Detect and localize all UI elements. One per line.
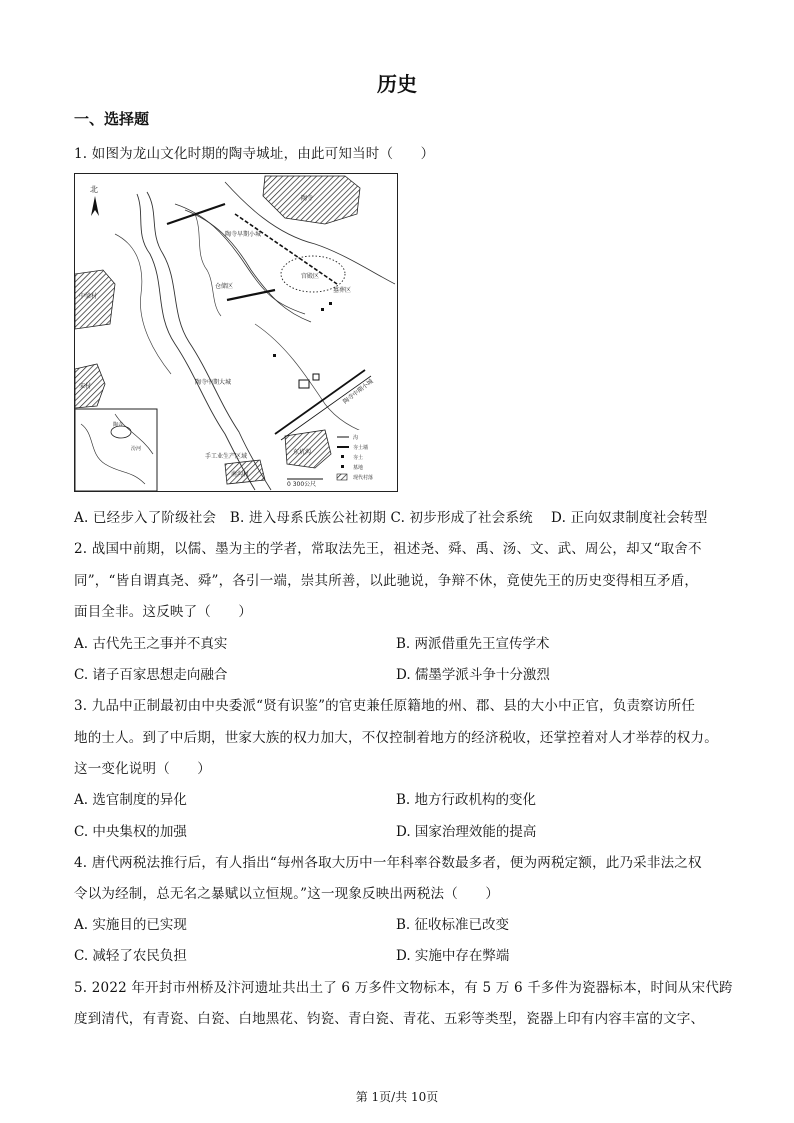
q1-options: A. 已经步入了阶级社会 B. 进入母系氏族公社初期 C. 初步形成了社会系统 D. 正向奴隶制度社会转型 — [74, 510, 708, 526]
q4-line-2: 令以为经制，总无名之暴赋以立恒规。”这一现象反映出两税法（ ） — [74, 886, 500, 902]
taosi-site-map — [74, 173, 398, 492]
q3-line-1: 3. 九品中正制最初由中央委派“贤有识鉴”的官吏兼任原籍地的州、郡、县的大小中正官，负责察访所任 — [74, 698, 696, 714]
q2-line-3: 面目全非。这反映了（ ） — [74, 604, 253, 620]
label-songcun: 宋村 — [79, 383, 92, 390]
q3-line-2: 地的士人。到了中后期，世家大族的权力加大，不仅控制着地方的经济税收，还掌控着对人才举荐的权力。 — [74, 730, 718, 746]
legend-item-3: 夯土 — [353, 455, 364, 461]
label-zhongliang: 中梁村 — [79, 293, 98, 300]
q2-line-1: 2. 战国中前期，以儒、墨为主的学者，常取法先王，祖述尧、舜、禹、汤、文、武、周公，却又“取舍不 — [74, 541, 702, 557]
legend-item-2: 夯土墙 — [353, 445, 369, 451]
q2-option-a: A. 古代先王之事并不真实 — [74, 636, 228, 652]
inset-label-taosi: 陶寺 — [113, 422, 124, 428]
q3-option-a: A. 选官制度的异化 — [74, 792, 187, 808]
q2-option-c: C. 诸子百家思想走向融合 — [74, 667, 228, 683]
q4-option-d: D. 实施中存在弊端 — [396, 948, 510, 964]
q5-line-1: 5. 2022 年开封市州桥及汴河遗址共出土了 6 万多件文物标本，有 5 万 6 千多件为瓷器标本，时间从宋代跨 — [74, 980, 733, 996]
label-early-city: 陶寺早期小城 — [225, 231, 262, 238]
section-heading: 一、选择题 — [74, 110, 150, 128]
q3-line-3: 这一变化说明（ ） — [74, 761, 211, 777]
label-palace: 宫殿区 — [301, 273, 320, 280]
early-city-wall — [167, 204, 225, 224]
inset-label-river: 汾河 — [131, 446, 142, 452]
q3-option-d: D. 国家治理效能的提高 — [396, 824, 537, 840]
legend-item-1: 沟 — [353, 435, 359, 441]
q5-line-2: 度到清代，有青瓷、白瓷、白地黑花、钧瓷、青白瓷、青花、五彩等类型，瓷器上印有内容丰富的文字、 — [74, 1011, 705, 1027]
legend-item-5: 现代村落 — [353, 475, 374, 481]
map-drawing — [75, 174, 397, 491]
label-storage: 仓储区 — [215, 283, 234, 290]
north-label: 北 — [90, 185, 98, 194]
q2-line-2: 同”，“皆自谓真尧、舜”，各引一端，崇其所善，以此驰说，争辩不休，竟使先王的历史变得相互矛盾， — [74, 573, 699, 589]
map-legend — [333, 430, 395, 490]
label-scale: 0 300公尺 — [287, 481, 317, 488]
page-footer: 第 1页/共 10页 — [355, 1090, 439, 1104]
q4-line-1: 4. 唐代两税法推行后，有人指出“每州各取大历中一年科率谷数最多者，便为两税定额，此乃采非法之权 — [74, 855, 702, 871]
label-handicraft: 手工业生产区域 — [205, 453, 248, 460]
q2-option-d: D. 儒墨学派斗争十分激烈 — [396, 667, 550, 683]
label-middle-small: 陶寺中期小城 — [341, 377, 375, 406]
q1-stem: 1. 如图为龙山文化时期的陶寺城址，由此可知当时（ ） — [74, 146, 435, 162]
middle-city-wall — [275, 370, 365, 434]
label-grave: 墓葬区 — [333, 287, 352, 294]
label-nangou: 南沟村 — [231, 471, 250, 478]
label-middle-city: 陶寺中期大城 — [195, 379, 232, 386]
label-dongkeng: 东坑沟 — [293, 449, 312, 456]
north-arrow-icon — [91, 196, 99, 216]
page-title: 历史 — [377, 72, 417, 96]
q2-option-b: B. 两派借重先王宣传学术 — [396, 636, 550, 652]
q4-option-c: C. 减轻了农民负担 — [74, 948, 187, 964]
q3-option-c: C. 中央集权的加强 — [74, 824, 187, 840]
q4-option-a: A. 实施目的已实现 — [74, 917, 187, 933]
label-taosi: 陶寺 — [301, 195, 314, 202]
q4-option-b: B. 征收标准已改变 — [396, 917, 510, 933]
q3-option-b: B. 地方行政机构的变化 — [396, 792, 537, 808]
legend-item-4: 墓地 — [353, 465, 364, 471]
